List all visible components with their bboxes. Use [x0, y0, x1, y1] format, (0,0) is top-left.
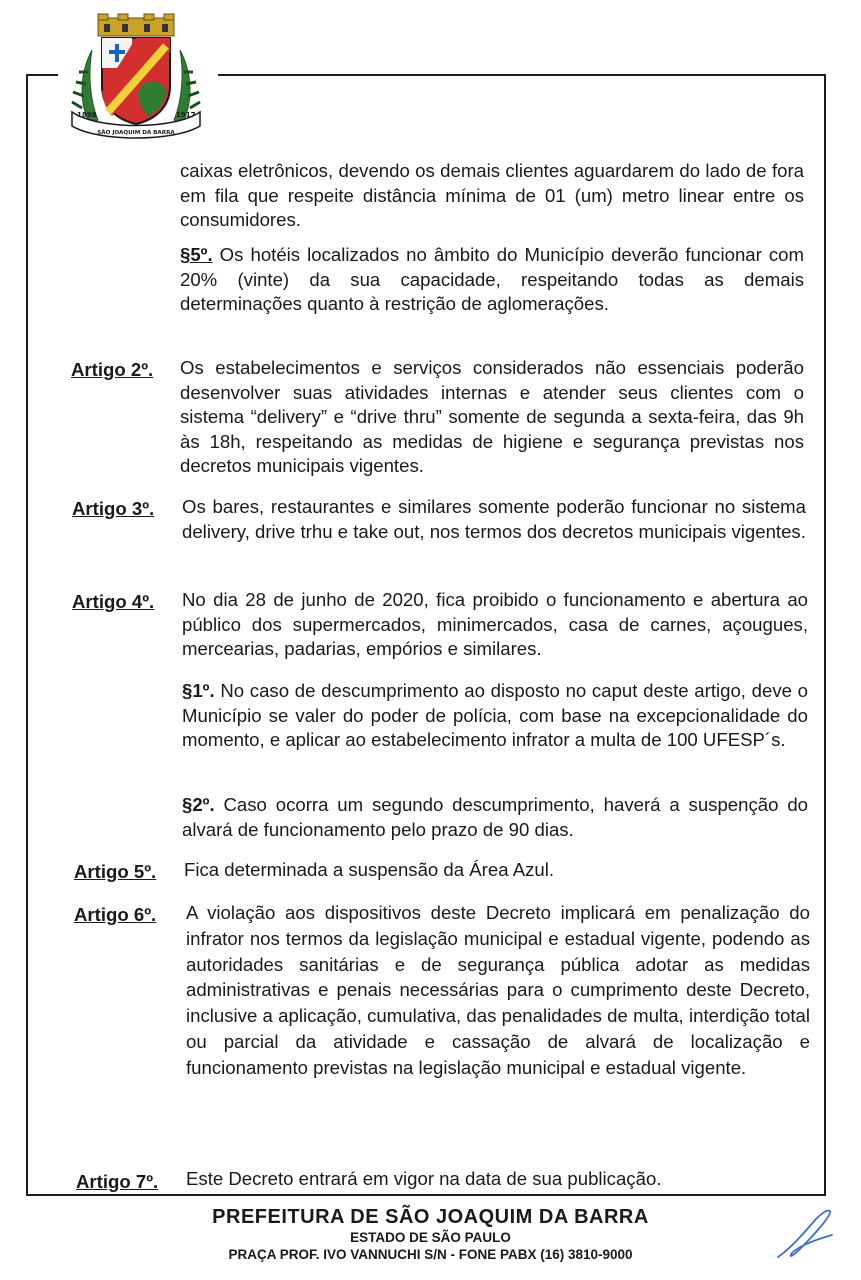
article-4-paragraph-1-text: No caso de descumprimento ao disposto no caput deste artigo, deve o Município se valer do poder de polícia, com base na excepcionalidade do momento, e aplicar ao estabelecimento infrator a multa de 100 UFESP´s.	[182, 680, 808, 750]
article-7-label: Artigo 7º.	[76, 1171, 159, 1192]
crest-year-left: 1898	[77, 111, 97, 119]
article-4-paragraph-1-label: §1º.	[182, 680, 215, 701]
crest-ribbon-text: SÃO JOAQUIM DA BARRA	[97, 130, 175, 136]
footer-state: ESTADO DE SÃO PAULO	[350, 1230, 511, 1245]
paragraph-5-text: Os hotéis localizados no âmbito do Município deverão funcionar com 20% (vinte) da sua capacidade, respeitando todas as demais determinações quanto à restrição de aglomerações.	[180, 244, 804, 314]
article-7-text: Este Decreto entrará em vigor na data de sua publicação.	[186, 1168, 662, 1189]
article-4-paragraph-2-label: §2º.	[182, 794, 215, 815]
paragraph-5-label: §5º.	[180, 244, 213, 265]
continuation-text: caixas eletrônicos, devendo os demais clientes aguardarem do lado de fora em fila que respeite distância mínima de 01 (um) metro linear entre os consumidores.	[180, 160, 804, 230]
article-3-text: Os bares, restaurantes e similares somente poderão funcionar no sistema delivery, drive trhu e take out, nos termos dos decretos municipais vigentes.	[182, 496, 806, 542]
article-4-paragraph-2-text: Caso ocorra um segundo descumprimento, haverá a suspenção do alvará de funcionamento pelo prazo de 90 dias.	[182, 794, 808, 840]
crest-year-right: 1917	[176, 111, 196, 119]
footer-city-hall: PREFEITURA DE SÃO JOAQUIM DA BARRA	[212, 1206, 649, 1228]
article-4-text: No dia 28 de junho de 2020, fica proibido o funcionamento e abertura ao público dos supermercados, minimercados, casa de carnes, açougues, mercearias, padarias, empórios e similares.	[182, 589, 808, 659]
article-4-paragraph-2	[182, 793, 808, 842]
footer-address: PRAÇA PROF. IVO VANNUCHI S/N - FONE PABX (16) 3810-9000	[228, 1247, 633, 1262]
article-5-label: Artigo 5º.	[74, 861, 157, 882]
municipal-coat-of-arms-icon	[68, 12, 204, 144]
paragraph-5	[180, 243, 804, 317]
article-4-label: Artigo 4º.	[72, 591, 155, 612]
article-3-label: Artigo 3º.	[72, 498, 155, 519]
signature-icon	[770, 1205, 840, 1265]
article-6-label: Artigo 6º.	[74, 904, 157, 925]
article-5-text: Fica determinada a suspensão da Área Azul.	[184, 859, 555, 880]
article-6-text: A violação aos dispositivos deste Decreto implicará em penalização do infrator nos termos da legislação municipal e estadual vigente, podendo as autoridades sanitárias e de segurança pública adotar as medidas administrativas e penais necessárias para o cumprimento deste Decreto, inclusive a aplicação, cumulativa, das penalidades de multa, interdição total ou parcial da atividade e cassação de alvará de localização e funcionamento previstas na legislação municipal e estadual vigente.	[186, 902, 810, 1078]
article-2-text: Os estabelecimentos e serviços considerados não essenciais poderão desenvolver suas atividades internas e atender seus clientes com o sistema “delivery” e “drive thru” somente de segunda a sexta-feira, das 9h às 18h, respeitando as medidas de higiene e segurança previstas nos decretos municipais vigentes.	[180, 357, 804, 476]
article-4-paragraph-1	[182, 679, 808, 753]
article-2-label: Artigo 2º.	[71, 359, 154, 380]
